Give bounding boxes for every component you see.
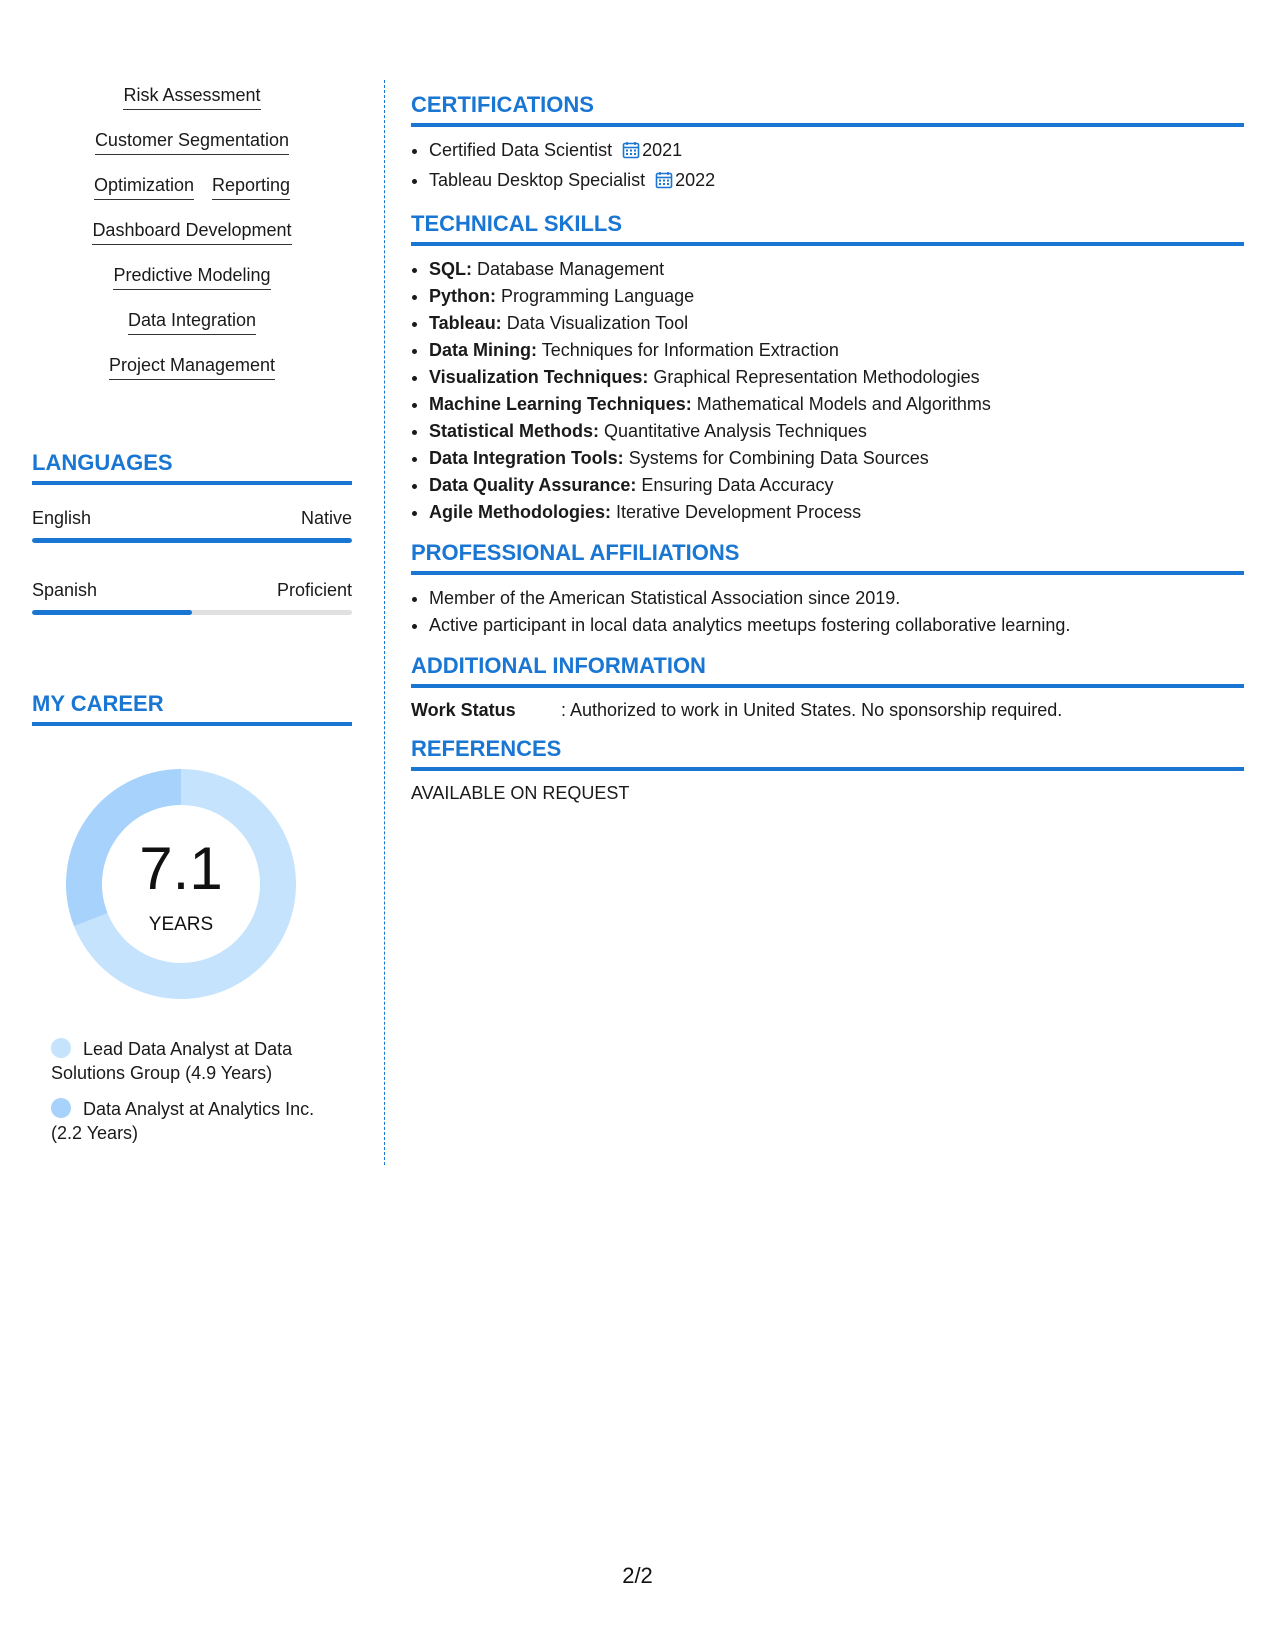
affiliations-title: PROFESSIONAL AFFILIATIONS bbox=[411, 540, 1244, 575]
language-level: Proficient bbox=[276, 580, 352, 600]
left-column bbox=[32, 84, 352, 1157]
work-status-label: Work Status bbox=[411, 700, 516, 720]
certifications-title: CERTIFICATIONS bbox=[411, 92, 1244, 127]
legend-dot-icon bbox=[51, 1038, 71, 1058]
technical-skill-item bbox=[429, 310, 1244, 337]
certification-name: Tableau Desktop Specialist bbox=[429, 170, 646, 190]
skill-tag: Dashboard Development bbox=[92, 219, 291, 245]
skill-tag: Optimization bbox=[94, 174, 194, 200]
technical-skill-name: Machine Learning Techniques: bbox=[429, 394, 692, 414]
technical-skill-item bbox=[429, 364, 1244, 391]
skills-tags bbox=[32, 84, 352, 399]
additional-info-title: ADDITIONAL INFORMATION bbox=[411, 653, 1244, 688]
page-number: 2/2 bbox=[622, 1563, 653, 1588]
technical-skill-name: Visualization Techniques: bbox=[429, 367, 649, 387]
language-item bbox=[32, 507, 352, 543]
career-donut-chart bbox=[66, 769, 296, 999]
career-unit: YEARS bbox=[148, 914, 214, 935]
language-name: English bbox=[32, 508, 92, 528]
technical-skill-desc: Programming Language bbox=[501, 286, 695, 306]
work-status-row bbox=[411, 698, 1244, 722]
technical-skill-desc: Systems for Combining Data Sources bbox=[628, 448, 929, 468]
legend-item bbox=[51, 1097, 321, 1145]
certification-year: 2022 bbox=[675, 170, 716, 190]
career-legend bbox=[51, 1037, 321, 1145]
certification-name: Certified Data Scientist bbox=[429, 140, 613, 160]
language-header bbox=[32, 579, 352, 601]
technical-skill-name: Agile Methodologies: bbox=[429, 502, 611, 522]
technical-skill-desc: Quantitative Analysis Techniques bbox=[604, 421, 867, 441]
calendar-icon bbox=[622, 140, 640, 167]
right-column bbox=[411, 92, 1244, 819]
language-header bbox=[32, 507, 352, 529]
certifications-section bbox=[411, 92, 1244, 197]
skill-tag: Project Management bbox=[109, 354, 275, 380]
affiliation-item: • Active participant in local data analytics meetups fostering collaborative learning. bbox=[429, 612, 1244, 639]
certification-year: 2021 bbox=[642, 140, 683, 160]
language-item bbox=[32, 579, 352, 615]
technical-skill-name: Data Mining: bbox=[429, 340, 537, 360]
technical-skill-item bbox=[429, 337, 1244, 364]
technical-skill-name: Tableau: bbox=[429, 313, 502, 333]
legend-item bbox=[51, 1037, 321, 1085]
technical-skill-desc: Iterative Development Process bbox=[616, 502, 862, 522]
technical-skill-desc: Mathematical Models and Algorithms bbox=[696, 394, 991, 414]
calendar-icon bbox=[655, 170, 673, 197]
references-title: REFERENCES bbox=[411, 736, 1244, 771]
technical-skill-item bbox=[429, 283, 1244, 310]
skill-tag: Risk Assessment bbox=[123, 84, 260, 110]
column-divider bbox=[384, 80, 385, 1165]
technical-skill-name: Data Integration Tools: bbox=[429, 448, 624, 468]
career-total: 7.1 bbox=[139, 835, 223, 902]
skill-row bbox=[32, 84, 352, 129]
skill-row bbox=[32, 174, 352, 219]
language-bar bbox=[32, 538, 352, 543]
skill-tag: Customer Segmentation bbox=[95, 129, 289, 155]
legend-label: Lead Data Analyst at Data Solutions Group (4.9 Years) bbox=[51, 1039, 293, 1083]
career-section bbox=[32, 691, 352, 1145]
language-level: Native bbox=[300, 508, 352, 528]
technical-skill-desc: Techniques for Information Extraction bbox=[541, 340, 839, 360]
certifications-list bbox=[411, 137, 1244, 197]
technical-skill-name: Data Quality Assurance: bbox=[429, 475, 637, 495]
references-section bbox=[411, 736, 1244, 805]
skill-row bbox=[32, 354, 352, 399]
technical-skill-desc: Database Management bbox=[477, 259, 665, 279]
skill-row bbox=[32, 309, 352, 354]
skill-row bbox=[32, 264, 352, 309]
technical-skill-desc: Ensuring Data Accuracy bbox=[641, 475, 834, 495]
languages-title: LANGUAGES bbox=[32, 450, 352, 485]
technical-skill-item bbox=[429, 499, 1244, 526]
certification-item bbox=[429, 167, 1244, 197]
skill-row bbox=[32, 129, 352, 174]
career-title: MY CAREER bbox=[32, 691, 352, 726]
references-text: AVAILABLE ON REQUEST bbox=[411, 783, 630, 803]
technical-skill-item bbox=[429, 418, 1244, 445]
technical-skill-name: Statistical Methods: bbox=[429, 421, 600, 441]
language-bar bbox=[32, 610, 352, 615]
technical-skill-item bbox=[429, 391, 1244, 418]
technical-skill-item bbox=[429, 445, 1244, 472]
language-bar-fill bbox=[32, 538, 352, 543]
skill-tag: Data Integration bbox=[128, 309, 256, 335]
technical-skill-item bbox=[429, 256, 1244, 283]
additional-info-section bbox=[411, 653, 1244, 722]
legend-dot-icon bbox=[51, 1098, 71, 1118]
technical-skills-title: TECHNICAL SKILLS bbox=[411, 211, 1244, 246]
legend-label: Data Analyst at Analytics Inc. (2.2 Years) bbox=[51, 1099, 315, 1143]
technical-skills-list bbox=[411, 256, 1244, 526]
affiliation-item: • Member of the American Statistical Association since 2019. bbox=[429, 585, 1244, 612]
affiliations-section bbox=[411, 540, 1244, 639]
affiliations-list bbox=[411, 585, 1244, 639]
language-name: Spanish bbox=[32, 580, 98, 600]
technical-skills-section bbox=[411, 211, 1244, 526]
work-status-value: : Authorized to work in United States. No sponsorship required. bbox=[561, 700, 1063, 720]
technical-skill-item bbox=[429, 472, 1244, 499]
language-bar-fill bbox=[32, 610, 192, 615]
skill-row bbox=[32, 219, 352, 264]
certification-item bbox=[429, 137, 1244, 167]
technical-skill-name: Python: bbox=[429, 286, 496, 306]
languages-section bbox=[32, 450, 352, 615]
skill-tag: Predictive Modeling bbox=[113, 264, 270, 290]
technical-skill-name: SQL: bbox=[429, 259, 472, 279]
technical-skill-desc: Data Visualization Tool bbox=[506, 313, 689, 333]
technical-skill-desc: Graphical Representation Methodologies bbox=[653, 367, 980, 387]
skill-tag: Reporting bbox=[212, 174, 290, 200]
